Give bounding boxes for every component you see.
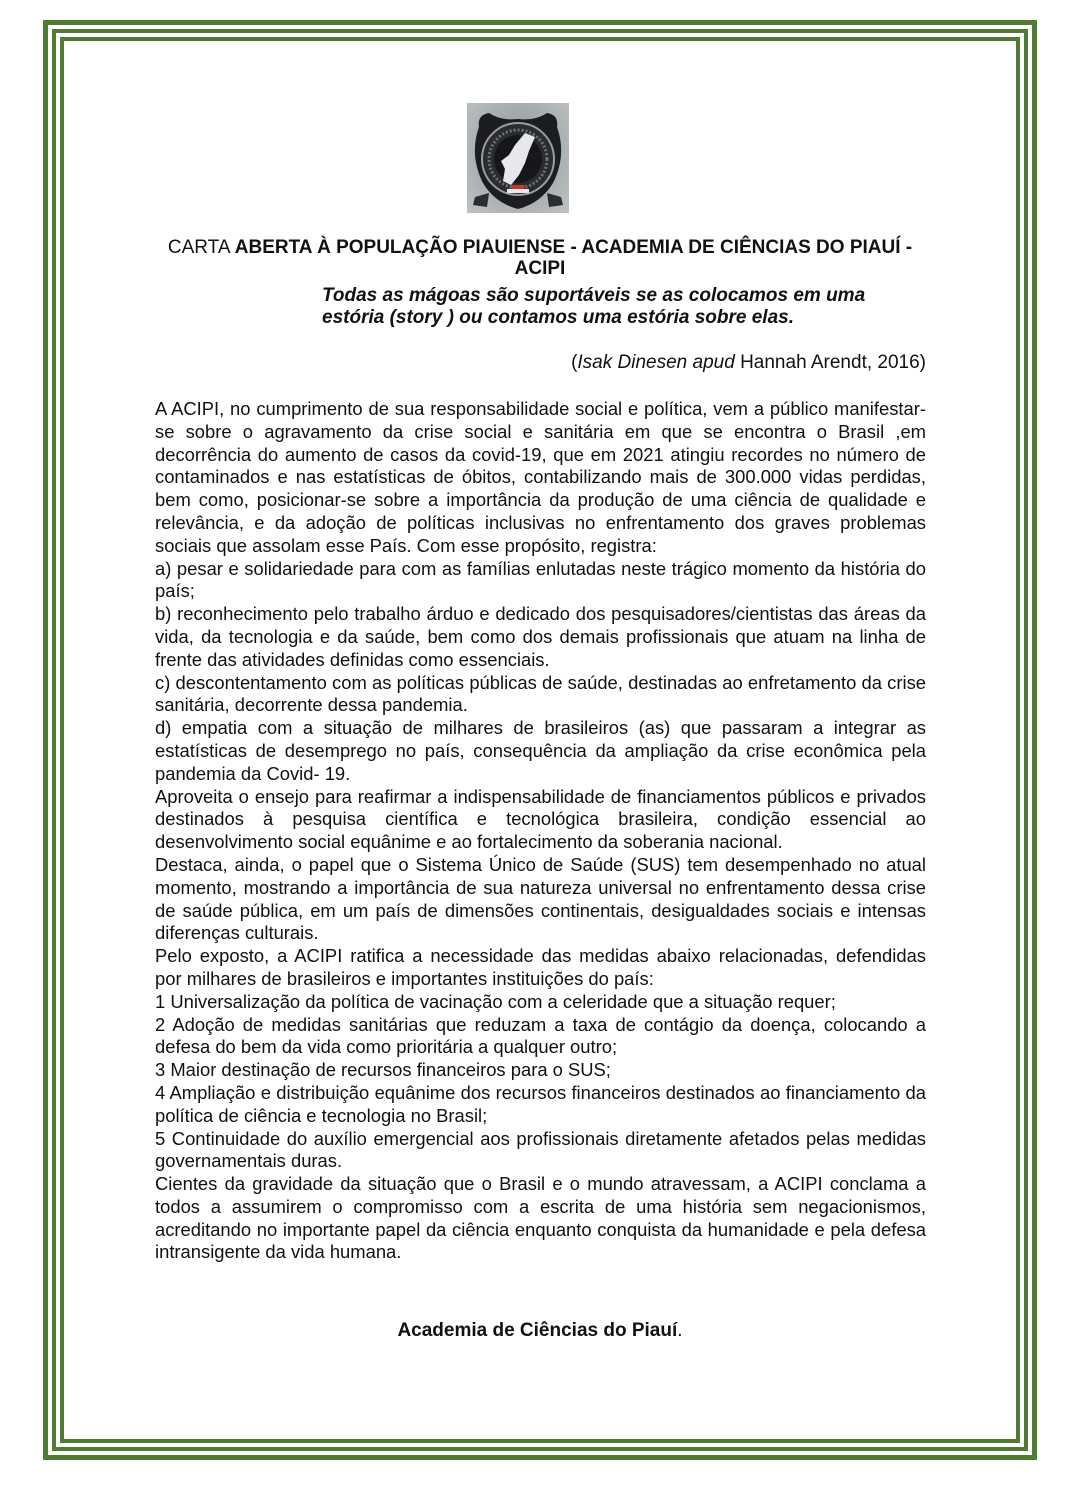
title-prefix: CARTA [167, 237, 235, 258]
measure-3: 3 Maior destinação de recursos financeiros para o SUS; [155, 1059, 611, 1081]
epigraph-quote: Todas as mágoas são suportáveis se as colocamos em uma estória (story ) ou contamos uma estória sobre elas. [322, 285, 866, 328]
paragraph-measures-intro: Pelo exposto, a ACIPI ratifica a necessidade das medidas abaixo relacionadas, defendidas por milhares de brasileiros e importantes instituições do país: [155, 945, 926, 989]
item-d: d) empatia com a situação de milhares de brasileiros (as) que passaram a integrar as estatísticas de desemprego no país, consequência da ampliação da crise econômica pela pandemia da Covid- 19. [155, 717, 926, 784]
signature: Academia de Ciências do Piauí. [397, 1320, 683, 1341]
letter-title [150, 237, 930, 279]
title-bold: ABERTA À POPULAÇÃO PIAUIENSE - ACADEMIA DE CIÊNCIAS DO PIAUÍ - ACIPI [234, 237, 913, 279]
measure-4: 4 Ampliação e distribuição equânime dos recursos financeiros destinados ao financiamento da política de ciência e tecnologia no Brasil; [155, 1081, 926, 1126]
paragraph-closing: Cientes da gravidade da situação que o Brasil e o mundo atravessam, a ACIPI conclama a todos a assumirem o compromisso com a escrita de uma história sem negacionismos, acreditando no importante papel da ciência enquanto conquista da humanidade e pela defesa intransigente da vida humana. [155, 1173, 926, 1263]
paragraph-sus: Destaca, ainda, o papel que o Sistema Único de Saúde (SUS) tem desempenhado no atual momento, mostrando a importância de sua natureza universal no enfrentamento dessa crise de saúde pública, em um país de dimensões continentais, desigualdades sociais e intensas diferenças culturais. [155, 853, 926, 944]
item-a: a) pesar e solidariedade para com as famílias enlutadas neste trágico momento da história do país; [155, 557, 926, 602]
epigraph-citation: (Isak Dinesen apud Hannah Arendt, 2016) [571, 352, 926, 373]
letter-body [155, 398, 926, 1264]
academy-emblem-icon [467, 103, 569, 213]
citation-author: Isak Dinesen apud [577, 352, 735, 373]
measure-1: 1 Universalização da política de vacinação com a celeridade que a situação requer; [155, 990, 836, 1012]
item-b: b) reconhecimento pelo trabalho árduo e dedicado dos pesquisadores/cientistas das áreas da vida, da tecnologia e da saúde, bem como dos demais profissionais que atuam na linha de frente das atividades definidas como essenciais. [155, 603, 926, 670]
measure-2: 2 Adoção de medidas sanitárias que reduzam a taxa de contágio da doença, colocando a defesa do bem da vida como prioritária a qualquer outro; [155, 1013, 926, 1058]
measure-5: 5 Continuidade do auxílio emergencial aos profissionais diretamente afetados pelas medidas governamentais duras. [155, 1127, 926, 1172]
paragraph-intro: A ACIPI, no cumprimento de sua responsabilidade social e política, vem a público manifestar-se sobre o agravamento da crise social e sanitária em que se encontra o Brasil ,em decorrência do aumento de casos da covid-19, que em 2021 atingiu recordes no número de contaminados e nas estatísticas de óbitos, contabilizando mais de 300.000 vidas perdidas, bem como, posicionar-se sobre a importância da produção de uma ciência de qualidade e relevância, e da adoção de políticas inclusivas no enfrentamento dos graves problemas sociais que assolam esse País. Com esse propósito, registra: [155, 398, 926, 556]
paragraph-financing: Aproveita o ensejo para reafirmar a indispensabilidade de financiamentos públicos e privados destinados à pesquisa científica e tecnológica brasileira, condição essencial ao desenvolvimento social equânime e ao fortalecimento da soberania nacional. [155, 785, 926, 853]
item-c: c) descontentamento com as políticas públicas de saúde, destinadas ao enfretamento da crise sanitária, decorrente dessa pandemia. [155, 671, 926, 716]
signature-name: Academia de Ciências do Piauí [397, 1320, 678, 1341]
